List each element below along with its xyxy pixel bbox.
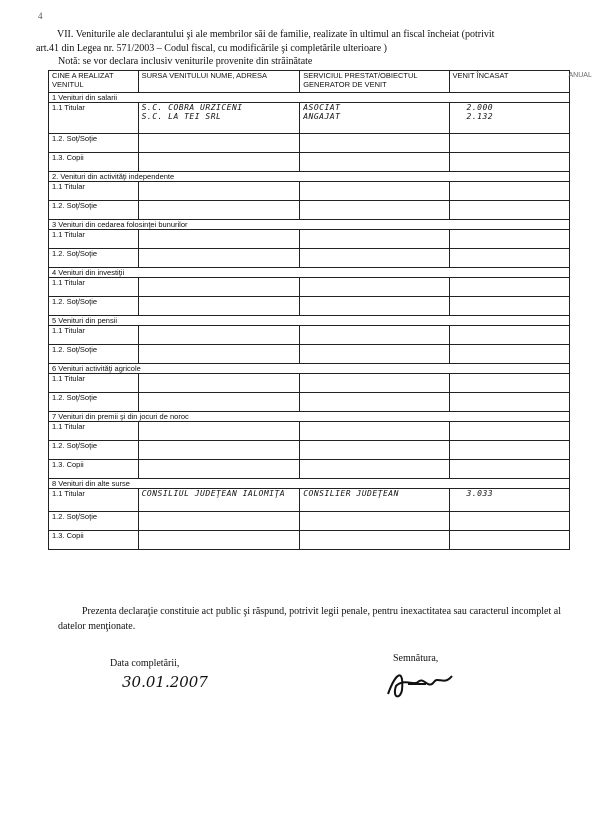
table-row (49, 489, 570, 512)
service-cell (300, 489, 449, 512)
page-number: 4 (38, 11, 43, 21)
section-title-row (49, 220, 570, 230)
section-title: 7 Venituri din premii şi din jocuri de noroc (49, 412, 570, 422)
date-value: 30.01.2007 (122, 673, 208, 691)
source-cell (138, 422, 300, 441)
signature-label: Semnătura, (393, 653, 439, 664)
source-cell (138, 153, 300, 172)
handwritten-amount: 2.000 (466, 103, 494, 112)
amount-cell (449, 460, 569, 479)
service-cell (300, 393, 449, 412)
service-cell (300, 326, 449, 345)
earner-label: 1.2. Soţ/Soţie (49, 134, 139, 153)
earner-label: 1.2. Soţ/Soţie (49, 345, 139, 364)
service-cell (300, 460, 449, 479)
section-title-row (49, 364, 570, 374)
source-cell (138, 201, 300, 220)
section-title-row (49, 93, 570, 103)
earner-label: 1.1 Titular (49, 103, 139, 134)
table-row (49, 230, 570, 249)
source-cell (138, 182, 300, 201)
source-cell (138, 460, 300, 479)
earner-label: 1.2. Soţ/Soţie (49, 201, 139, 220)
column-header-earner: CINE A REALIZAT VENITUL (49, 71, 139, 93)
source-cell (138, 441, 300, 460)
table-row (49, 460, 570, 479)
amount-cell (449, 422, 569, 441)
income-table (48, 70, 592, 550)
amount-cell (449, 103, 569, 134)
section-title-row (49, 316, 570, 326)
source-cell (138, 393, 300, 412)
earner-label: 1.1 Titular (49, 326, 139, 345)
source-cell (138, 374, 300, 393)
handwritten-amount: 2.132 (466, 112, 494, 121)
source-cell (138, 249, 300, 268)
handwritten-signature (378, 664, 458, 704)
amount-cell (449, 393, 569, 412)
currency-note: ANUAL (568, 71, 592, 79)
amount-cell (449, 230, 569, 249)
earner-label: 1.2. Soţ/Soţie (49, 393, 139, 412)
section-title: 8 Venituri din alte surse (49, 479, 570, 489)
earner-label: 1.3. Copii (49, 531, 139, 550)
section-title: 5 Venituri din pensii (49, 316, 570, 326)
source-cell (138, 134, 300, 153)
service-cell (300, 278, 449, 297)
amount-header-label: VENIT ÎNCASAT (452, 71, 509, 80)
section-title-row (49, 172, 570, 182)
service-cell (300, 422, 449, 441)
table-row (49, 531, 570, 550)
table-row (49, 422, 570, 441)
earner-label: 1.1 Titular (49, 422, 139, 441)
table-row (49, 441, 570, 460)
source-cell (138, 103, 300, 134)
amount-cell (449, 326, 569, 345)
earner-label: 1.1 Titular (49, 374, 139, 393)
column-header-service: SERVICIUL PRESTAT/OBIECTUL GENERATOR DE VENIT (300, 71, 449, 93)
section-title: 3 Venituri din cedarea folosinţei bunurilor (49, 220, 570, 230)
amount-cell (449, 153, 569, 172)
handwritten-service: ASOCIAT (303, 103, 341, 112)
amount-cell (449, 297, 569, 316)
column-header-source: SURSA VENITULUI NUME, ADRESA (138, 71, 300, 93)
table-header-row (49, 71, 570, 93)
table-row (49, 278, 570, 297)
section-title: 4 Venituri din investiţii (49, 268, 570, 278)
table-row (49, 345, 570, 364)
amount-cell (449, 345, 569, 364)
table-row (49, 393, 570, 412)
legal-statement: Prezenta declaraţie constituie act public şi răspund, potrivit legii penale, pentru inexactitatea sau caracterul incomplet al datelor menţionate. (58, 606, 561, 632)
service-cell (300, 512, 449, 531)
earner-label: 1.1 Titular (49, 230, 139, 249)
section-title-row (49, 268, 570, 278)
amount-cell (449, 201, 569, 220)
service-cell (300, 134, 449, 153)
source-cell (138, 531, 300, 550)
service-cell (300, 441, 449, 460)
service-cell (300, 374, 449, 393)
amount-cell (449, 278, 569, 297)
table-row (49, 182, 570, 201)
earner-label: 1.3. Copii (49, 153, 139, 172)
service-cell (300, 297, 449, 316)
table-row (49, 249, 570, 268)
earner-label: 1.1 Titular (49, 182, 139, 201)
handwritten-service: CONSILIER JUDEŢEAN (303, 489, 399, 498)
amount-cell (449, 512, 569, 531)
service-cell (300, 103, 449, 134)
source-cell (138, 326, 300, 345)
table-row (49, 512, 570, 531)
column-header-amount (449, 71, 592, 93)
earner-label: 1.2. Soţ/Soţie (49, 441, 139, 460)
table-row (49, 326, 570, 345)
section-title: 1 Venituri din salarii (49, 93, 570, 103)
amount-cell (449, 374, 569, 393)
service-cell (300, 249, 449, 268)
section-title: 2. Venituri din activităţi independente (49, 172, 570, 182)
earner-label: 1.2. Soţ/Soţie (49, 512, 139, 531)
service-cell (300, 345, 449, 364)
handwritten-source: CONSILIUL JUDEŢEAN IALOMIŢA (141, 489, 286, 498)
source-cell (138, 297, 300, 316)
source-cell (138, 345, 300, 364)
table-row (49, 134, 570, 153)
table-row (49, 153, 570, 172)
service-cell (300, 230, 449, 249)
date-label: Data completării, (110, 658, 180, 669)
service-cell (300, 531, 449, 550)
source-cell (138, 489, 300, 512)
service-cell (300, 153, 449, 172)
source-cell (138, 512, 300, 531)
earner-label: 1.3. Copii (49, 460, 139, 479)
amount-cell (449, 441, 569, 460)
amount-cell (449, 531, 569, 550)
section-title: 6 Venituri activităţi agricole (49, 364, 570, 374)
foreign-income-note: Notă: se vor declara inclusiv veniturile provenite din străinătate (58, 56, 313, 67)
source-cell (138, 278, 300, 297)
amount-cell (449, 134, 569, 153)
table-row (49, 201, 570, 220)
handwritten-service: ANGAJAT (303, 112, 341, 121)
source-cell (138, 230, 300, 249)
section-title-row (49, 412, 570, 422)
service-cell (300, 182, 449, 201)
amount-cell (449, 249, 569, 268)
earner-label: 1.1 Titular (49, 278, 139, 297)
table-row (49, 374, 570, 393)
earner-label: 1.1 Titular (49, 489, 139, 512)
table-row (49, 103, 570, 134)
earner-label: 1.2. Soţ/Soţie (49, 297, 139, 316)
section-heading-line2: art.41 din Legea nr. 571/2003 – Codul fiscal, cu modificările şi completările ulterioare ) (36, 43, 388, 54)
handwritten-source: S.C. COBRA URZICENI (141, 103, 243, 112)
amount-cell (449, 182, 569, 201)
handwritten-source: S.C. LA TEI SRL (141, 112, 222, 121)
earner-label: 1.2. Soţ/Soţie (49, 249, 139, 268)
section-heading-line1: VII. Veniturile ale declarantului şi ale membrilor săi de familie, realizate în ultimul an fiscal încheiat (potrivit (57, 29, 495, 40)
handwritten-amount: 3.033 (466, 489, 494, 498)
section-title-row (49, 479, 570, 489)
table-row (49, 297, 570, 316)
amount-cell (449, 489, 569, 512)
service-cell (300, 201, 449, 220)
